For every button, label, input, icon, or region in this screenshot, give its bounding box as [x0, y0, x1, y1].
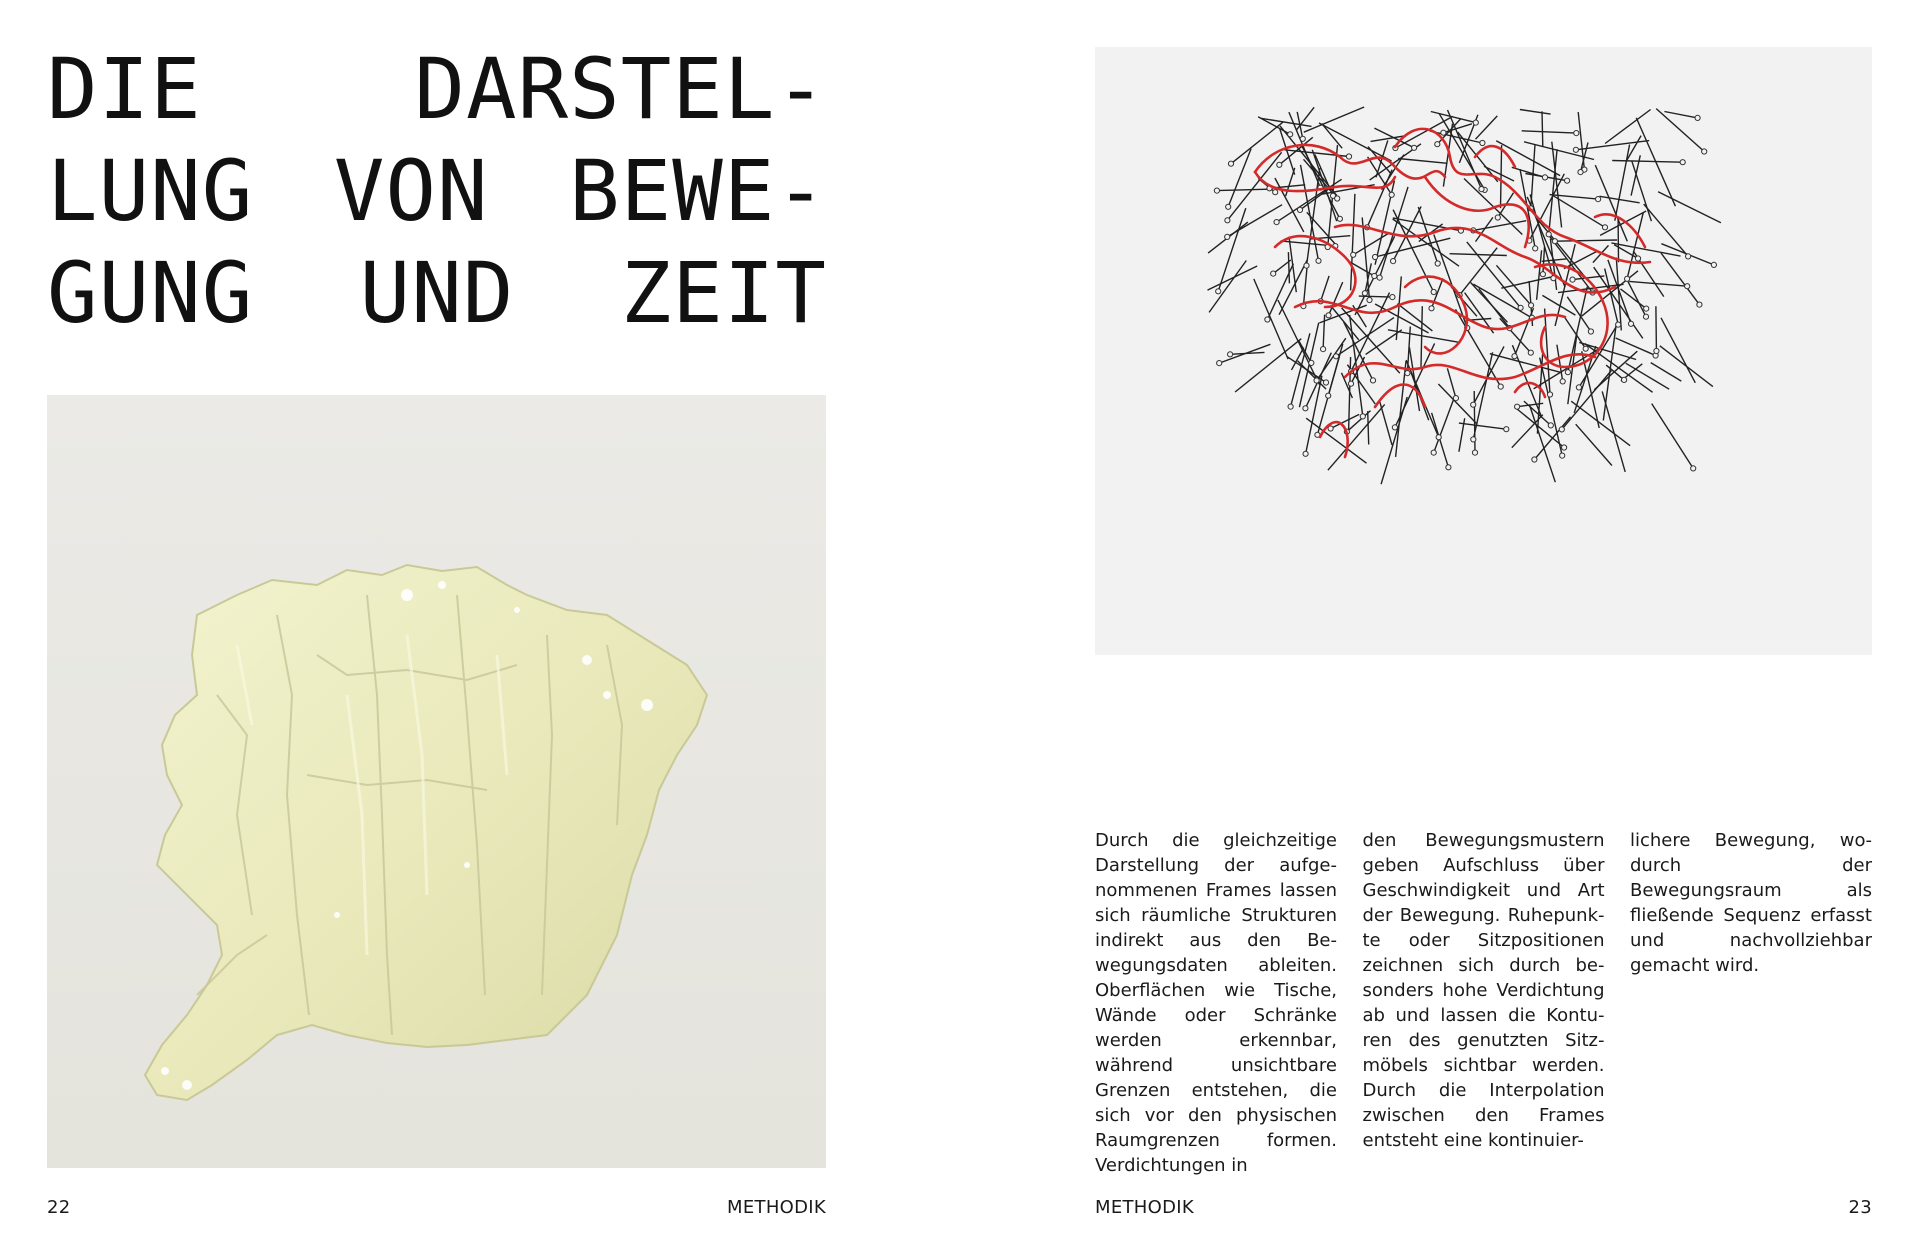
motion-joint [1471, 402, 1476, 407]
motion-joint [1214, 188, 1219, 193]
motion-joint [1512, 354, 1517, 359]
motion-joint [1273, 190, 1278, 195]
motion-joint [1216, 289, 1221, 294]
motion-joint [1326, 313, 1331, 318]
motion-joint [1578, 170, 1583, 175]
motion-joint [1625, 276, 1630, 281]
motion-joint [1228, 352, 1233, 357]
motion-joint [1528, 350, 1533, 355]
motion-joint [1392, 425, 1397, 430]
headline-word: ZEIT [620, 244, 827, 342]
page-headline [47, 38, 827, 344]
motion-trace-segment [1368, 411, 1369, 444]
motion-joint [1565, 178, 1570, 183]
motion-joint [1565, 370, 1570, 375]
motion-joint [1686, 254, 1691, 259]
motion-joint [1540, 272, 1545, 277]
headline-word: DIE [47, 40, 202, 138]
motion-joint [1471, 437, 1476, 442]
motion-joint [1335, 196, 1340, 201]
motion-joint [1217, 361, 1222, 366]
motion-joint [1560, 453, 1565, 458]
motion-joint [1680, 160, 1685, 165]
motion-joint [1334, 354, 1339, 359]
motion-joint [1546, 232, 1551, 237]
motion-joint [1390, 295, 1395, 300]
motion-joint [1574, 131, 1579, 136]
motion-joint [1691, 466, 1696, 471]
motion-joint [1602, 225, 1607, 230]
motion-joint [1431, 289, 1436, 294]
motion-joint [1372, 273, 1377, 278]
headline-word: DARSTEL- [414, 40, 827, 138]
motion-joint [1326, 393, 1331, 398]
right-page [960, 0, 1920, 1238]
motion-joint [1300, 136, 1305, 141]
motion-joint [1323, 380, 1328, 385]
motion-joint [1304, 263, 1309, 268]
motion-joint [1309, 360, 1314, 365]
section-label-right: METHODIK [1095, 1197, 1194, 1218]
motion-joint [1596, 197, 1601, 202]
motion-joint [1435, 261, 1440, 266]
motion-capture-figure [1095, 47, 1872, 655]
motion-joint [1583, 346, 1588, 351]
motion-joint [1453, 396, 1458, 401]
motion-trace-segment [1542, 111, 1543, 147]
motion-trace-segment [1288, 252, 1289, 283]
motion-joint [1559, 427, 1564, 432]
headline-word: LUNG [47, 142, 254, 240]
motion-joint [1321, 347, 1326, 352]
body-column-3: lichere Bewegung, wodurch der Bewegungsraum als fließende Sequenz erfasst und nachvollziehbar gemacht wird. [1630, 830, 1872, 976]
motion-joint [1288, 132, 1293, 137]
section-label-left: METHODIK [727, 1197, 826, 1218]
motion-joint [1337, 216, 1342, 221]
headline-line-2 [47, 140, 827, 242]
motion-joint [1391, 259, 1396, 264]
motion-joint [1498, 384, 1503, 389]
motion-trace-segment [1656, 306, 1657, 351]
motion-joint [1226, 204, 1231, 209]
headline-word: VON [333, 142, 489, 240]
headline-word: UND [359, 244, 515, 342]
motion-joint [1277, 162, 1282, 167]
motion-joint [1228, 161, 1233, 166]
headline-line-3 [47, 242, 827, 344]
motion-joint [1495, 215, 1500, 220]
motion-joint [1370, 378, 1375, 383]
motion-joint [1303, 406, 1308, 411]
motion-joint [1303, 451, 1308, 456]
motion-joint [1685, 284, 1690, 289]
headline-line-1 [47, 38, 827, 140]
motion-joint [1441, 130, 1446, 135]
motion-joint [1225, 234, 1230, 239]
body-column-1: Durch die gleichzeitige Darstellung der aufgenommenen Frames lassen sich räumliche Strukturen indirekt aus den Bewegungsdaten ableiten. Oberflächen wie Tische, Wände oder Schränke werden erkennbar, während unsichtbare Grenzen entstehen, die sich vor den physischen Raumgrenzen formen. Verdichtungen in [1095, 830, 1337, 1176]
motion-joint [1346, 154, 1351, 159]
motion-joint [1552, 239, 1557, 244]
motion-joint [1562, 445, 1567, 450]
motion-joint [1542, 175, 1547, 180]
motion-joint [1314, 378, 1319, 383]
motion-joint [1274, 220, 1279, 225]
motion-joint [1479, 187, 1484, 192]
motion-joint [1367, 297, 1372, 302]
motion-joint [1547, 392, 1552, 397]
motion-joint [1297, 207, 1302, 212]
motion-joint [1548, 423, 1553, 428]
motion-joint [1480, 140, 1485, 145]
motion-joint [1472, 450, 1477, 455]
motion-joint [1405, 371, 1410, 376]
motion-joint [1573, 147, 1578, 152]
motion-joint [1702, 149, 1707, 154]
motion-joint [1518, 305, 1523, 310]
motion-joint [1616, 322, 1621, 327]
motion-joint [1504, 427, 1509, 432]
motion-joint [1654, 348, 1659, 353]
motion-joint [1373, 254, 1378, 259]
motion-joint [1288, 404, 1293, 409]
motion-joint [1570, 277, 1575, 282]
motion-joint [1588, 329, 1593, 334]
foam-sculpture-photo [47, 395, 826, 1168]
motion-joint [1446, 465, 1451, 470]
motion-joint [1435, 142, 1440, 147]
motion-joint [1697, 302, 1702, 307]
motion-joint [1225, 218, 1230, 223]
page-number-left: 22 [47, 1197, 71, 1218]
motion-joint [1515, 404, 1520, 409]
page-number-right: 23 [1848, 1197, 1872, 1218]
motion-joint [1635, 256, 1640, 261]
motion-joint [1436, 435, 1441, 440]
motion-joint [1351, 252, 1356, 257]
motion-joint [1695, 115, 1700, 120]
motion-joint [1560, 379, 1565, 384]
motion-joint [1576, 385, 1581, 390]
body-column-2: den Bewegungsmustern geben Aufschluss über Geschwindigkeit und Art der Bewegung. Ruhepunkte oder Sitzpositionen zeichnen sich durch besonders hohe Verdichtung ab und lassen die Konturen des genutzten Sitzmöbels sichtbar werden. Durch die Interpolation zwischen den Frames entsteht eine kontinuier- [1362, 830, 1605, 1151]
motion-joint [1348, 381, 1353, 386]
motion-joint [1412, 145, 1417, 150]
motion-joint [1389, 192, 1394, 197]
motion-joint [1533, 246, 1538, 251]
headline-word: BEWE- [569, 142, 827, 240]
motion-joint [1265, 317, 1270, 322]
motion-joint [1377, 275, 1382, 280]
headline-word: GUNG [47, 244, 254, 342]
motion-joint [1316, 258, 1321, 263]
motion-joint [1644, 306, 1649, 311]
motion-trace-illustration [1095, 47, 1872, 655]
motion-joint [1529, 303, 1534, 308]
motion-joint [1622, 377, 1627, 382]
motion-joint [1473, 120, 1478, 125]
foam-sculpture-illustration [47, 395, 826, 1168]
motion-joint [1532, 457, 1537, 462]
motion-joint [1362, 291, 1367, 296]
motion-joint [1643, 314, 1648, 319]
motion-joint [1271, 271, 1276, 276]
motion-joint [1431, 450, 1436, 455]
motion-joint [1429, 306, 1434, 311]
motion-joint [1628, 321, 1633, 326]
motion-joint [1711, 262, 1716, 267]
motion-joint [1360, 414, 1365, 419]
body-text-columns [1095, 828, 1872, 1178]
